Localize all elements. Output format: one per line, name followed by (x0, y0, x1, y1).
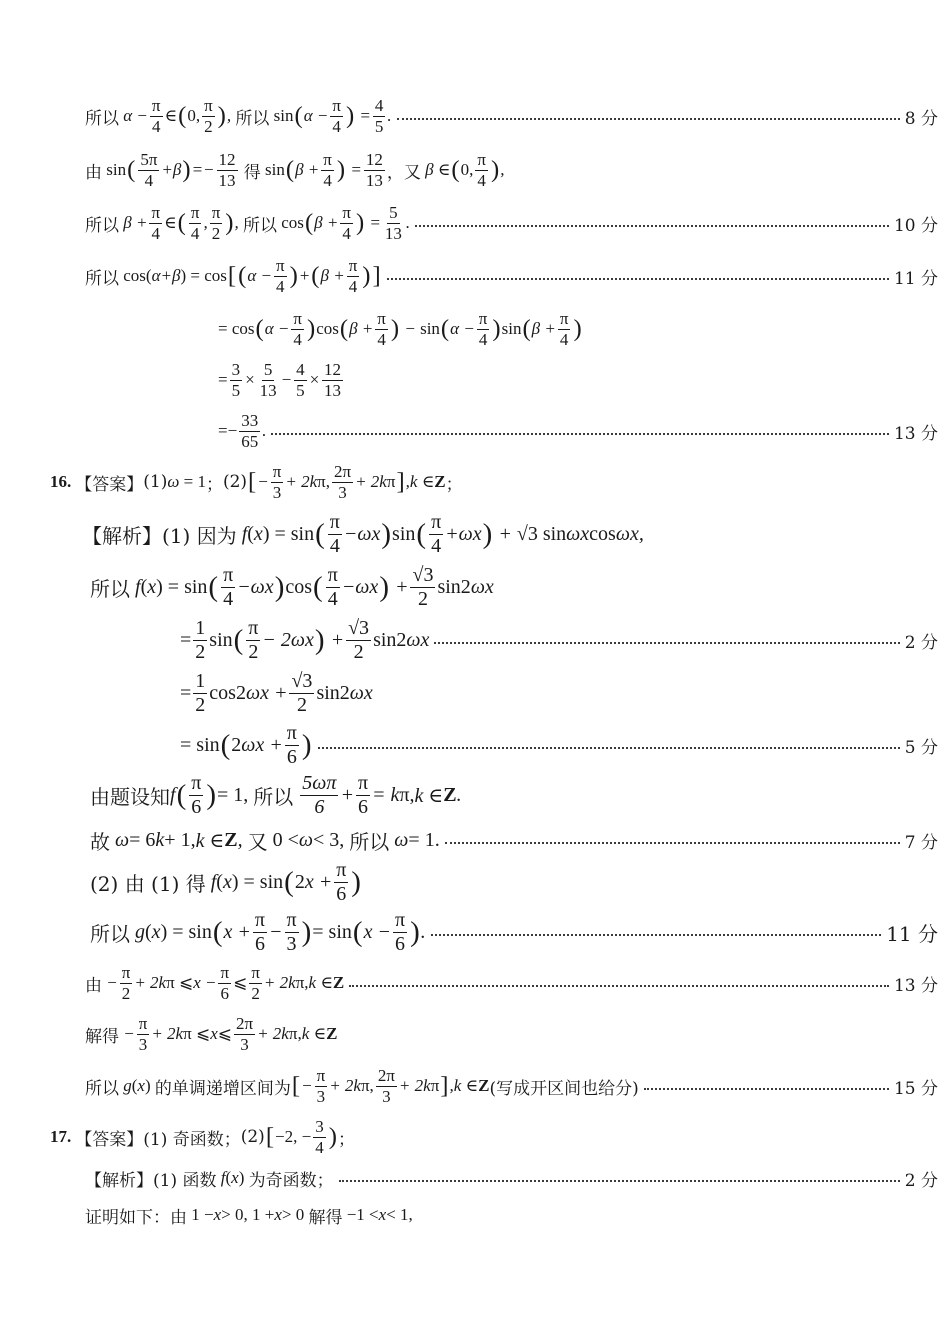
text: 证明如下：由 (85, 1207, 187, 1228)
text: 所以 (235, 108, 270, 129)
formula: =− $\frac{33}{65}$ . (218, 410, 267, 451)
question-number: 17. (50, 1127, 72, 1146)
score: 7 分 (904, 832, 938, 853)
score: 5 分 (904, 737, 938, 758)
formula: 0 < ω < 3, (267, 828, 350, 851)
formula: g ( x ) (119, 1076, 155, 1095)
solution-line (0, 616, 950, 663)
text: (1) (143, 472, 168, 492)
text: (1) 函数 (153, 1170, 217, 1191)
formula: g ( x ) = sin ( x + $\frac{\pi}{6}$ − $\frac{\pi}{3}$ ) = sin ( x − $\frac{\pi}{6}$ ) . (130, 908, 426, 955)
score: 8 分 (904, 108, 938, 129)
score: 2 分 (904, 1170, 938, 1191)
question-answer-16 (0, 462, 950, 502)
score: 11 分 (886, 921, 938, 946)
solution-line (0, 360, 950, 400)
text: 所以 (90, 576, 130, 601)
solution-line (0, 411, 950, 451)
formula: f ( x ) (216, 1168, 249, 1187)
answer-label: 【答案】 (75, 1129, 144, 1150)
solution-line (0, 1158, 950, 1198)
text: 所以 (253, 784, 294, 809)
solution-line (0, 771, 950, 818)
solution-line (0, 96, 950, 136)
solution-line (0, 908, 950, 955)
solution-line (0, 1195, 950, 1235)
score: 13 分 (893, 975, 938, 996)
text: 所以 (90, 921, 130, 946)
text: 的单调递增区间为 (154, 1078, 291, 1099)
text: 为奇函数； (248, 1170, 334, 1191)
solution-line (0, 563, 950, 610)
formula: ω = 6 k + 1, k ∈ Z , (110, 828, 248, 852)
solution-line (0, 1066, 950, 1106)
formula: β + $\frac{\pi}{4}$ ∈ ( $\frac{\pi}{4}$ , $\frac{\pi}{2}$ ) , (119, 202, 244, 243)
formula: sin ( β + $\frac{\pi}{4}$ ) = $\frac{12}{13}$ (260, 149, 383, 190)
solution-line (0, 721, 950, 768)
formula: = cos ( α − $\frac{\pi}{4}$ ) cos ( β + $\frac{\pi}{4}$ ) − sin ( α − $\frac{\pi}{4}$ ) sin ( β + $\frac{\pi}{4}$ ) (218, 308, 582, 349)
solution-line (0, 858, 950, 905)
solution-line (0, 510, 950, 557)
text: 故 (90, 829, 110, 854)
formula: ω = 1 (167, 472, 206, 491)
text: (2) 由 (1) 得 (90, 871, 206, 896)
formula: f ( $\frac{\pi}{6}$ ) = 1, (170, 771, 254, 818)
solution-line (0, 669, 950, 716)
text: 所以 (85, 268, 119, 289)
dot-leader (431, 933, 881, 936)
text: ； (337, 1129, 355, 1150)
text: (2) (222, 472, 248, 492)
formula: cos ( β + $\frac{\pi}{4}$ ) = $\frac{5}{13}$ . (277, 202, 411, 243)
dot-leader (349, 984, 889, 987)
formula: ω = 1. (389, 828, 440, 851)
score: 13 分 (893, 423, 938, 444)
dot-leader (644, 1087, 889, 1090)
formula: = $\frac{3}{5}$ × $\frac{5}{13}$ − $\frac{4}{5}$ × $\frac{12}{13}$ (218, 359, 342, 400)
formula: f ( x ) = sin ( 2 x + $\frac{\pi}{6}$ ) (205, 858, 361, 905)
formula: f ( x ) = sin ( $\frac{\pi}{4}$ −ωx ) sin ( $\frac{\pi}{4}$ +ωx ) + √3 sin ωx cos ωx, (236, 510, 644, 557)
formula: sin ( α − $\frac{\pi}{4}$ ) = $\frac{4}{5}$ . (269, 95, 392, 136)
text: 所以 (85, 108, 119, 129)
formula: = $\frac{1}{2}$ sin ( $\frac{\pi}{2}$ − 2ωx ) + $\frac{√3}{2}$ sin2 ωx (180, 616, 430, 663)
question-number: 16. (50, 472, 72, 491)
dot-leader (434, 641, 899, 644)
formula: β ∈ ( 0, $\frac{\pi}{4}$ ) , (420, 149, 505, 190)
text: 由题设知 (90, 784, 170, 809)
solution-line (0, 309, 950, 349)
text: (1) 奇函数； (143, 1129, 241, 1150)
analysis-label: 【解析】 (85, 1170, 153, 1191)
formula: = sin ( 2 ωx + $\frac{\pi}{6}$ ) (180, 721, 312, 768)
question-answer-17 (0, 1117, 950, 1157)
solution-line (0, 820, 950, 860)
formula: − $\frac{\pi}{2}$ + 2k π ⩽ x − $\frac{\pi}{6}$ ⩽ $\frac{\pi}{2}$ + 2k π, k ∈ Z (102, 962, 345, 1003)
text: 所以 (85, 215, 119, 236)
dot-leader (318, 746, 900, 749)
text: 解得 (85, 1026, 119, 1047)
score: 10 分 (893, 215, 938, 236)
text: ； (205, 474, 223, 495)
solution-line (0, 256, 950, 296)
formula: = $\frac{1}{2}$ cos2 ωx + $\frac{√3}{2}$ sin2 ωx (180, 669, 373, 716)
formula: [ − $\frac{\pi}{3}$ + 2 k π, $\frac{2\pi}{3}$ + 2 k π ] ,k ∈ Z (248, 461, 446, 502)
note: (写成开区间也给分) (489, 1078, 639, 1099)
dot-leader (339, 1179, 900, 1182)
formula: −1 < x < 1, (342, 1205, 413, 1224)
formula: sin ( $\frac{5\pi}{4}$ +β ) =− $\frac{12}{13}$ (102, 149, 236, 190)
text: 由 (85, 162, 102, 183)
score: 15 分 (893, 1078, 938, 1099)
score: 11 分 (893, 268, 938, 289)
dot-leader (397, 117, 900, 120)
dot-leader (271, 432, 889, 435)
score: 2 分 (904, 632, 938, 653)
formula: [ − $\frac{\pi}{3}$ + 2k π, $\frac{2\pi}{3}$ + 2k π ] ,k ∈ Z (291, 1065, 490, 1106)
text: ； (445, 474, 463, 495)
text: 解得 (308, 1207, 343, 1228)
text: 又 (247, 829, 268, 854)
formula: − $\frac{\pi}{3}$ + 2k π ⩽ x ⩽ $\frac{2\pi}{3}$ + 2k π, k ∈ Z (119, 1013, 338, 1054)
formula: α − $\frac{\pi}{4}$ ∈ ( 0, $\frac{\pi}{2}$ ) , (119, 95, 236, 136)
formula: f ( x ) = sin ( $\frac{\pi}{4}$ −ωx ) cos ( $\frac{\pi}{4}$ −ωx ) + $\frac{√3}{2}$ sin2 ωx (130, 563, 494, 610)
text: 所以 (349, 829, 390, 854)
dot-leader (387, 277, 889, 280)
formula: $\frac{5\omega\pi}{6}$ + $\frac{\pi}{6}$ = k π, k ∈ Z . (302, 771, 462, 818)
text: 所以 (243, 215, 278, 236)
solution-line (0, 203, 950, 243)
text: (2) (240, 1127, 265, 1147)
text: ，又 (386, 162, 421, 183)
text: 由 (85, 975, 102, 996)
solution-line (0, 150, 950, 190)
solution-line (0, 1014, 950, 1054)
analysis-label: 【解析】 (82, 523, 162, 548)
dot-leader (415, 224, 889, 227)
text: 得 (243, 162, 261, 183)
text: 所以 (85, 1078, 119, 1099)
text: (1) 因为 (162, 523, 237, 548)
formula: 1 − x > 0, 1 + x > 0 (187, 1205, 309, 1224)
answer-label: 【答案】 (75, 474, 144, 495)
formula: [ −2, − $\frac{3}{4}$ ) (265, 1116, 337, 1157)
solution-line (0, 963, 950, 1003)
formula: cos( α+β ) = cos [ ( α − $\frac{\pi}{4}$ ) + ( β + $\frac{\pi}{4}$ ) ] (119, 255, 381, 296)
dot-leader (445, 841, 900, 844)
